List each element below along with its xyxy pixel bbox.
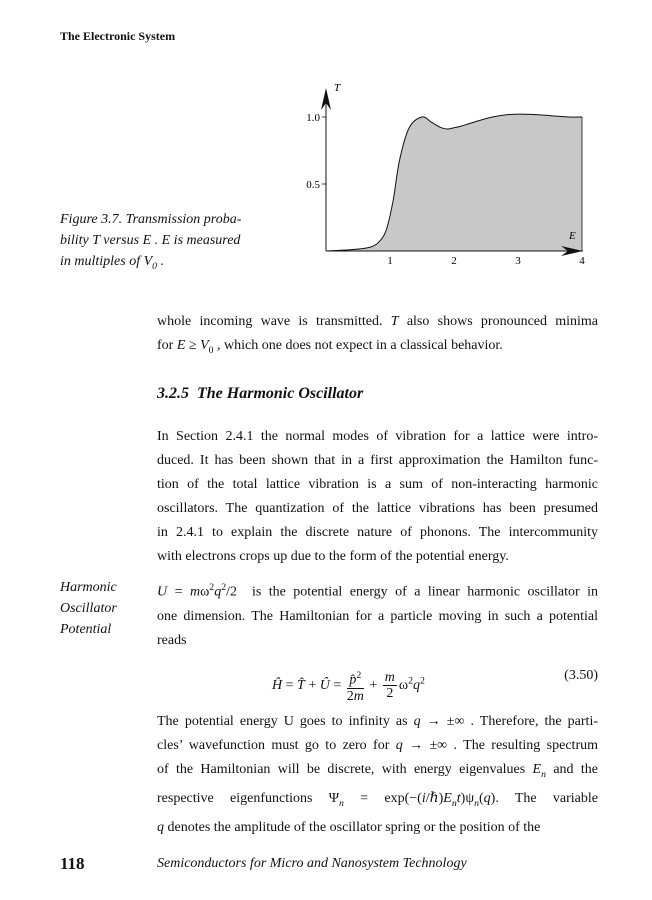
p3-line-2: one dimension. The Hamiltonian for a particle moving in such a potential: [157, 608, 598, 624]
section-heading: [157, 385, 363, 403]
section-number: 3.2.5: [157, 385, 189, 402]
paragraph-3: [157, 576, 598, 653]
running-header: The Electronic System: [60, 29, 176, 43]
paragraph-1: [157, 310, 598, 363]
caption-line-2: bility T versus E . E is measured: [60, 233, 241, 248]
p4-text-b: . Therefore, the parti-: [470, 714, 598, 729]
y-tick-label: 1.0: [306, 112, 320, 124]
p4-text-h: . The variable: [495, 790, 598, 806]
p1-line-1: [157, 310, 598, 334]
p4-line-4: respective eigenfunctions $\Psi_n$ = $\exp(-(i/\hbar)E_nt)\psi_n(q)$. The variable: [157, 790, 598, 809]
fraction-p2-2m: $\frac{p̂^2}{2m}$: [346, 670, 364, 704]
p4-line-1: The potential energy U goes to infinity as q → ±∞ . Therefore, the parti-: [157, 714, 598, 729]
x-tick-label: 1: [387, 255, 393, 267]
p1-text-b: also shows pronounced minima: [406, 314, 599, 329]
margin-note-line-2: Oscillator: [60, 601, 117, 616]
p1-text-c: , which one does not expect in a classical behavior.: [217, 338, 503, 353]
p4-text-d: . The resulting spectrum: [453, 738, 598, 753]
p2-line-3: tion of the total lattice vibration is a sum of non-interacting harmonic: [157, 477, 598, 492]
page-number: 118: [60, 854, 85, 873]
caption-end: .: [157, 254, 165, 269]
p3-math-m: m: [189, 584, 201, 600]
p4-text-i: denotes the amplitude of the oscillator spring or the position of the: [167, 819, 541, 835]
y-axis-label: T: [334, 82, 341, 94]
margin-note-line-1: Harmonic: [60, 580, 117, 595]
caption-sub: 0: [152, 260, 158, 272]
p3-line-1: $U = m\omega^2q^2/2$ is the potential energy of a linear harmonic oscillator in: [157, 582, 598, 600]
p1-for: for: [157, 338, 174, 353]
p4-line-2: cles’ wavefunction must go to zero for q → ±∞ . The resulting spectrum: [157, 738, 598, 753]
p2-line-1: In Section 2.4.1 the normal modes of vibration for a lattice were intro-: [157, 429, 598, 444]
caption-line-3: in multiples of V: [60, 254, 153, 269]
caption-line-1: Figure 3.7. Transmission proba-: [60, 212, 242, 227]
p4-text-e: of the Hamiltonian will be discrete, with energy eigenvalues: [157, 762, 526, 777]
x-tick-label: 4: [579, 255, 585, 267]
margin-note-line-3: Potential: [60, 622, 112, 637]
section-title: The Harmonic Oscillator: [197, 385, 364, 402]
p1-text-a: whole incoming wave is transmitted.: [157, 314, 383, 329]
p4-text-f: and the: [553, 762, 598, 777]
p1-line-2: [157, 334, 598, 363]
p1-math-T: T: [390, 314, 399, 329]
p4-text-a: The potential energy U goes to infinity as: [157, 714, 408, 729]
fraction-m-2: $\frac{m}{2}$: [384, 670, 395, 702]
p4-text-c: cles’ wavefunction must go to zero for: [157, 738, 390, 753]
p4-line-3: of the Hamiltonian will be discrete, with energy eigenvalues $E_n$ and the: [157, 762, 598, 780]
book-title: Semiconductors for Micro and Nanosystem Technology: [157, 856, 467, 871]
equation-3-50: [157, 658, 598, 704]
p1-sub: 0: [208, 344, 214, 356]
x-tick-label: 2: [451, 255, 457, 267]
p4-line-5: q denotes the amplitude of the oscillator spring or the position of the: [157, 819, 541, 835]
p1-math-EV: E ≥ V: [176, 338, 209, 353]
p2-line-6: with electrons crops up due to the form of the potential energy.: [157, 549, 509, 564]
paragraph-4: [157, 710, 598, 840]
p2-line-5: in 2.4.1 to explain the discrete nature of phonons. The intercommunity: [157, 525, 598, 540]
y-tick-label: 0.5: [306, 179, 320, 191]
area-fill: [326, 114, 582, 251]
paragraph-2: [157, 425, 598, 569]
p3-math-U: U: [157, 584, 168, 600]
p3-text-a: is the potential energy of a linear harmonic oscillator in: [251, 584, 598, 600]
plot-area: [306, 82, 585, 267]
margin-note: [60, 577, 150, 640]
p3-line-3: reads: [157, 632, 187, 648]
p2-line-2: duced. It has been shown that in a first approximation the Hamilton func-: [157, 453, 598, 468]
x-axis-label: E: [569, 230, 576, 242]
x-tick-label: 3: [515, 255, 521, 267]
p4-text-g: respective eigenfunctions: [157, 790, 313, 806]
hamiltonian-equation: Ĥ = T̂ + Û = $\frac{p̂^2}{2m}$ + $\frac{m}{2}$ $\omega^2q^2$: [272, 670, 425, 704]
equation-number: (3.50): [564, 668, 598, 683]
transmission-plot: [300, 76, 600, 272]
p2-line-4: oscillators. The quantization of the lattice vibrations has been presumed: [157, 501, 598, 516]
figure-caption: [60, 209, 280, 277]
